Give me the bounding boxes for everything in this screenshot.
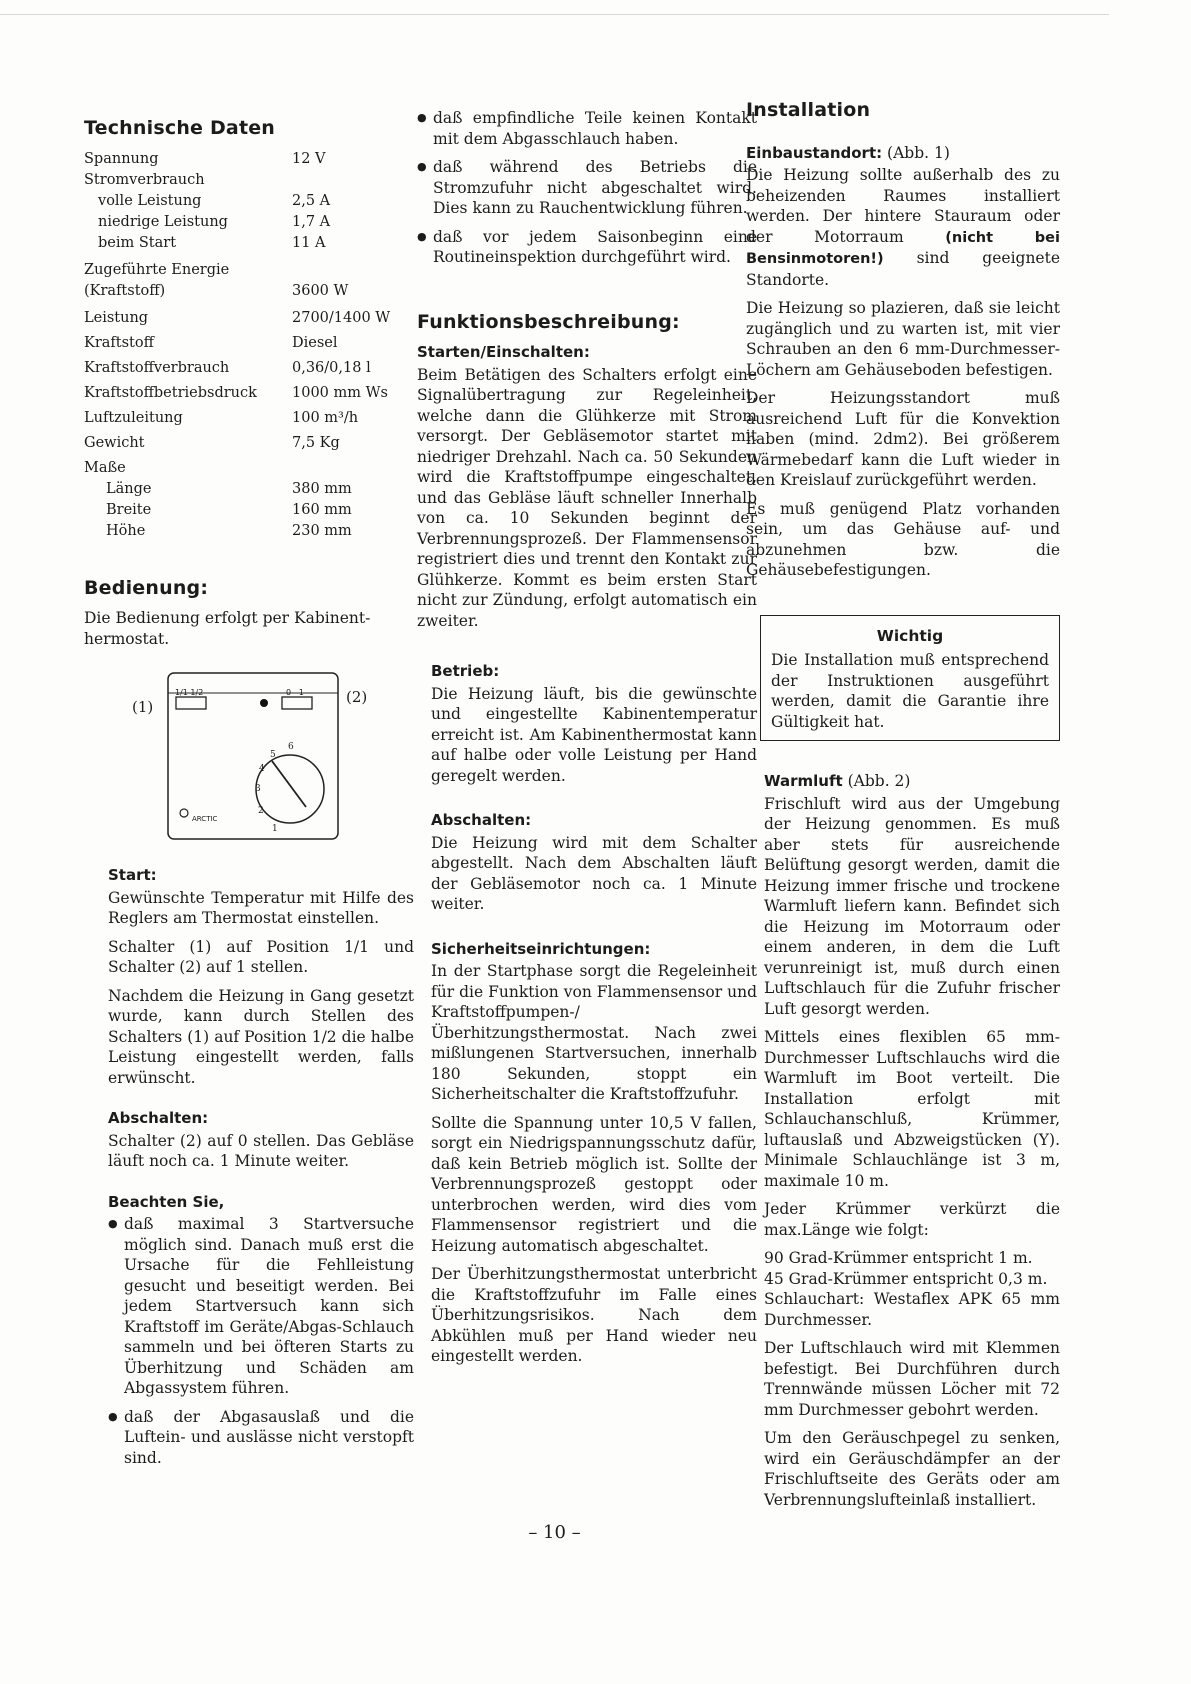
spec-label: Länge — [106, 480, 152, 497]
column-right — [746, 100, 1060, 1518]
tech-data-heading: Technische Daten — [84, 117, 276, 139]
dial-number: 2 — [258, 806, 264, 816]
spec-value: 7,5 Kg — [292, 434, 340, 451]
spec-row — [84, 479, 402, 500]
start-text-2: Schalter (1) auf Position 1/1 und Schalter (2) auf 1 stellen. — [108, 937, 414, 976]
spec-value: 12 V — [292, 150, 326, 167]
spec-row — [84, 329, 402, 354]
betrieb-text: Die Heizung läuft, bis die gewünschte und eingestellte Kabinentemperatur erreicht ist. Am Kabinenthermostat kann auf halbe oder volle Leistung per Hand geregelt werden. — [431, 684, 757, 785]
warmluft-text-4: 90 Grad-Krümmer entspricht 1 m. — [764, 1249, 1033, 1267]
spec-label: Gewicht — [84, 434, 145, 451]
spec-label: Luftzuleitung — [84, 409, 183, 426]
column-middle — [417, 108, 757, 1375]
spec-label: Kraftstoffbetriebsdruck — [84, 384, 257, 401]
spec-value: 380 mm — [292, 480, 352, 497]
spec-label: beim Start — [98, 234, 177, 251]
spec-label: Zugeführte Energie — [84, 261, 230, 278]
warmluft-text-2: Mittels eines flexiblen 65 mm-Durchmesser Luftschlauchs wird die Warmluft im Boot verteilt. Die Installation erfolgt mit Schlauchanschluß, Krümmer, luftauslaß und Abzweigstücken (Y). Minimale Schlauchlänge ist 3 m, maximale 10 m. — [764, 1028, 1060, 1190]
warmluft-figure-ref: (Abb. 2) — [842, 772, 911, 790]
tech-data-table — [84, 149, 402, 542]
abschalten-2-heading: Abschalten: — [431, 811, 532, 829]
dial-pointer — [272, 761, 306, 807]
einbau-text-4: Es muß genügend Platz vorhanden sein, um das Gehäuse auf- und abzunehmen bzw. die Gehäusebefestigungen. — [746, 499, 1060, 579]
important-notice-box — [760, 615, 1060, 742]
einbau-text-1: Die Heizung sollte außerhalb des zu beheizenden Raumes installiert werden. Der hintere Stauraum oder der Motorraum (nicht bei Bensinmotoren!) sind geeignete Standorte. — [746, 166, 1060, 289]
list-item: ● daß der Abgasauslaß und die Luftein- und auslässe nicht verstopft sind. — [108, 1407, 414, 1469]
lamp-icon — [180, 809, 188, 817]
top-edge-line — [0, 14, 1109, 15]
list-item: ● daß empfindliche Teile keinen Kontakt mit dem Abgasschlauch haben. — [417, 108, 757, 149]
spec-value: 230 mm — [292, 522, 352, 539]
temperature-dial — [256, 755, 324, 823]
warmluft-heading: Warmluft — [764, 772, 843, 790]
spec-row — [84, 521, 402, 542]
spec-label: Leistung — [84, 309, 149, 326]
switch-2-callout: (2) — [346, 688, 368, 706]
spec-label: Kraftstoff — [84, 334, 154, 351]
spec-row — [84, 170, 402, 191]
spec-row — [84, 404, 402, 429]
dial-number: 6 — [288, 742, 294, 752]
einbau-text-2: Die Heizung so plazieren, daß sie leicht zugänglich und zu warten ist, mit vier Schrauben an den 6 mm-Durchmesser-Löchern am Gehäuseboden befestigen. — [746, 299, 1060, 379]
sicherheit-text-1: In der Startphase sorgt die Regeleinheit für die Funktion von Flammensensor und Kraftstoffpumpen-/Überhitzungsthermostat. Nach zwei mißlungenen Startversuchen, innerhalb 180 Sekunden, stoppt ein Sicherheitschalter die Kraftstoffzufuhr. — [431, 962, 757, 1103]
start-heading: Start: — [108, 866, 157, 884]
einbau-text-3: Der Heizungsstandort muß ausreichend Luft für die Konvektion haben (mind. 2dm2). Bei größerem Wärmebedarf kann die Luft wieder in den Kreislauf zurückgeführt werden. — [746, 389, 1060, 489]
spec-row — [84, 500, 402, 521]
einbau-figure-ref: (Abb. 1) — [882, 143, 950, 162]
sicherheit-text-3: Der Überhitzungsthermostat unterbricht die Kraftstoffzufuhr im Falle eines Überhitzungsrisikos. Nach dem Abkühlen muß per Hand wieder neu eingestellt werden. — [431, 1265, 757, 1365]
spec-value: Diesel — [292, 334, 338, 351]
list-item: ● daß während des Betriebs die Stromzufuhr nicht abgeschaltet wird. Dies kann zu Rauchentwicklung führen. — [417, 157, 757, 219]
warmluft-text-6: Schlauchart: Westaflex APK 65 mm Durchmesser. — [764, 1290, 1060, 1329]
spec-label: Stromverbrauch — [84, 171, 205, 188]
page-number: – 10 – — [528, 1522, 581, 1543]
spec-row — [84, 354, 402, 379]
spec-row — [84, 254, 402, 281]
spec-value: 11 A — [292, 234, 326, 251]
column-left — [84, 118, 414, 1476]
warmluft-text-7: Der Luftschlauch wird mit Klemmen befestigt. Bei Durchführen durch Trennwände müssen Löcher mit 72 mm Durchmesser gebohrt werden. — [764, 1339, 1060, 1419]
start-text-1: Gewünschte Temperatur mit Hilfe des Reglers am Thermostat einstellen. — [108, 888, 414, 927]
beachten-heading: Beachten Sie, — [108, 1192, 225, 1211]
abschalten-text: Schalter (2) auf 0 stellen. Das Gebläse läuft noch ca. 1 Minute weiter. — [108, 1131, 414, 1170]
spec-row — [84, 302, 402, 329]
spec-label: Kraftstoffverbrauch — [84, 359, 230, 376]
spec-value: 2,5 A — [292, 192, 331, 209]
important-notice-text: Die Installation muß entsprechend der Instruktionen ausgeführt werden, damit die Garantie ihre Gültigkeit hat. — [771, 651, 1049, 731]
beachten-list — [108, 1214, 414, 1468]
spec-row — [84, 454, 402, 479]
thermostat-diagram — [84, 671, 414, 851]
spec-row — [84, 429, 402, 454]
warmluft-text-5: 45 Grad-Krümmer entspricht 0,3 m. — [764, 1269, 1048, 1288]
switch-1-marks: 1/1 1/2 — [175, 688, 204, 697]
list-item: ● daß maximal 3 Startversuche möglich sind. Danach muß erst die Ursache für die Fehlleistung gesucht und beseitigt werden. Bei jedem Startversuch kann sich Kraftstoff im Geräte/Abgas-Schlauch sammeln und bei öfteren Starts zu Überhitzung und Schäden am Abgassystem führen. — [108, 1214, 414, 1399]
start-text-3: Nachdem die Heizung in Gang gesetzt wurde, kann durch Stellen des Schalters (1) auf Position 1/2 die halbe Leistung eingestellt werden, falls erwünscht. — [108, 986, 414, 1087]
spec-row — [84, 379, 402, 404]
abschalten-2-text: Die Heizung wird mit dem Schalter abgestellt. Nach dem Abschalten läuft der Gebläsemotor noch ca. 1 Minute weiter. — [431, 833, 757, 913]
starten-heading: Starten/Einschalten: — [417, 343, 590, 361]
spec-value: 0,36/0,18 l — [292, 359, 371, 376]
betrieb-heading: Betrieb: — [431, 662, 500, 680]
list-item: ● daß vor jedem Saisonbeginn eine Routineinspektion durchgeführt wird. — [417, 227, 757, 268]
indicator-lamp — [260, 699, 268, 707]
starten-text: Beim Betätigen des Schalters erfolgt eine Signalübertragung zur Regeleinheit, welche dann die Glühkerze mit Strom versorgt. Der Gebläsemotor startet mit niedriger Drehzahl. Nach ca. 50 Sekunden wird die Kraftstoffpumpe eingeschaltet, und das Gebläse läuft schneller Innerhalb von ca. 10 Sekunden beginnt der Verbrennungsprozeß. Der Flammensensor registriert dies und trennt den Kontakt zur Glühkerze. Kommt es beim ersten Start nicht zur Zündung, erfolgt automatisch ein zweiter. — [417, 365, 757, 630]
beachten-list-continued — [417, 108, 757, 268]
dial-number: 1 — [272, 824, 278, 834]
sicherheit-text-2: Sollte die Spannung unter 10,5 V fallen, sorgt ein Niedrigspannungsschutz dafür, daß kein Betrieb möglich ist. Sollte der Verbrennungsprozeß gestoppt oder unterbrochen werden, wird dies vom Flammensensor registriert und die Heizung automatisch abgeschaltet. — [431, 1113, 757, 1255]
switch-1-callout: (1) — [132, 698, 154, 716]
warmluft-text-8: Um den Geräuschpegel zu senken, wird ein Geräuschdämpfer an der Frischluftseite des Geräts oder am Verbrennungslufteinlaß installiert. — [764, 1429, 1060, 1509]
important-notice-title: Wichtig — [876, 626, 944, 645]
abschalten-heading: Abschalten: — [108, 1109, 209, 1127]
spec-label: (Kraftstoff) — [84, 282, 166, 299]
bedienung-heading: Bedienung: — [84, 576, 209, 599]
spec-row — [84, 233, 402, 254]
dial-number: 3 — [255, 784, 261, 794]
spec-label: Höhe — [106, 522, 146, 539]
spec-value: 160 mm — [292, 501, 352, 518]
spec-value: 2700/1400 W — [292, 309, 391, 326]
spec-row — [84, 191, 402, 212]
dial-number: 4 — [259, 764, 265, 774]
spec-row — [84, 149, 402, 170]
bedienung-text: Die Bedienung erfolgt per Kabinent-hermostat. — [84, 609, 371, 648]
warmluft-text-1: Frischluft wird aus der Umgebung der Heizung genommen. Es muß aber stets für ausreichende Belüftung gesorgt werden, damit die Heizung immer frische und trockene Warmluft liefern kann. Befindet sich die Heizung im Motorraum oder einem anderen, in dem die Luft verunreinigt ist, muß durch einen Luftschlauch für die Zufuhr frischer Luft gesorgt werden. — [764, 794, 1060, 1018]
spec-value: 1000 mm Ws — [292, 384, 388, 401]
spec-label: Spannung — [84, 150, 159, 167]
spec-label: Breite — [106, 501, 152, 518]
funktion-heading: Funktionsbeschreibung: — [417, 310, 680, 333]
brand-label: ARCTIC — [192, 815, 218, 823]
spec-row — [84, 212, 402, 233]
spec-label: Maße — [84, 459, 126, 476]
spec-value: 3600 W — [292, 282, 349, 299]
spec-label: niedrige Leistung — [98, 213, 228, 230]
switch-2-marks: 0 1 — [286, 688, 304, 697]
dial-number: 5 — [270, 750, 276, 760]
einbau-heading: Einbaustandort: — [746, 143, 883, 162]
spec-label: volle Leistung — [98, 192, 202, 209]
spec-value: 1,7 A — [292, 213, 331, 230]
spec-value: 100 m³/h — [292, 409, 359, 426]
warmluft-text-3: Jeder Krümmer verkürzt die max.Länge wie folgt: — [764, 1200, 1060, 1239]
installation-heading: Installation — [746, 99, 871, 121]
spec-row — [84, 281, 402, 302]
sicherheit-heading: Sicherheitseinrichtungen: — [431, 939, 651, 958]
